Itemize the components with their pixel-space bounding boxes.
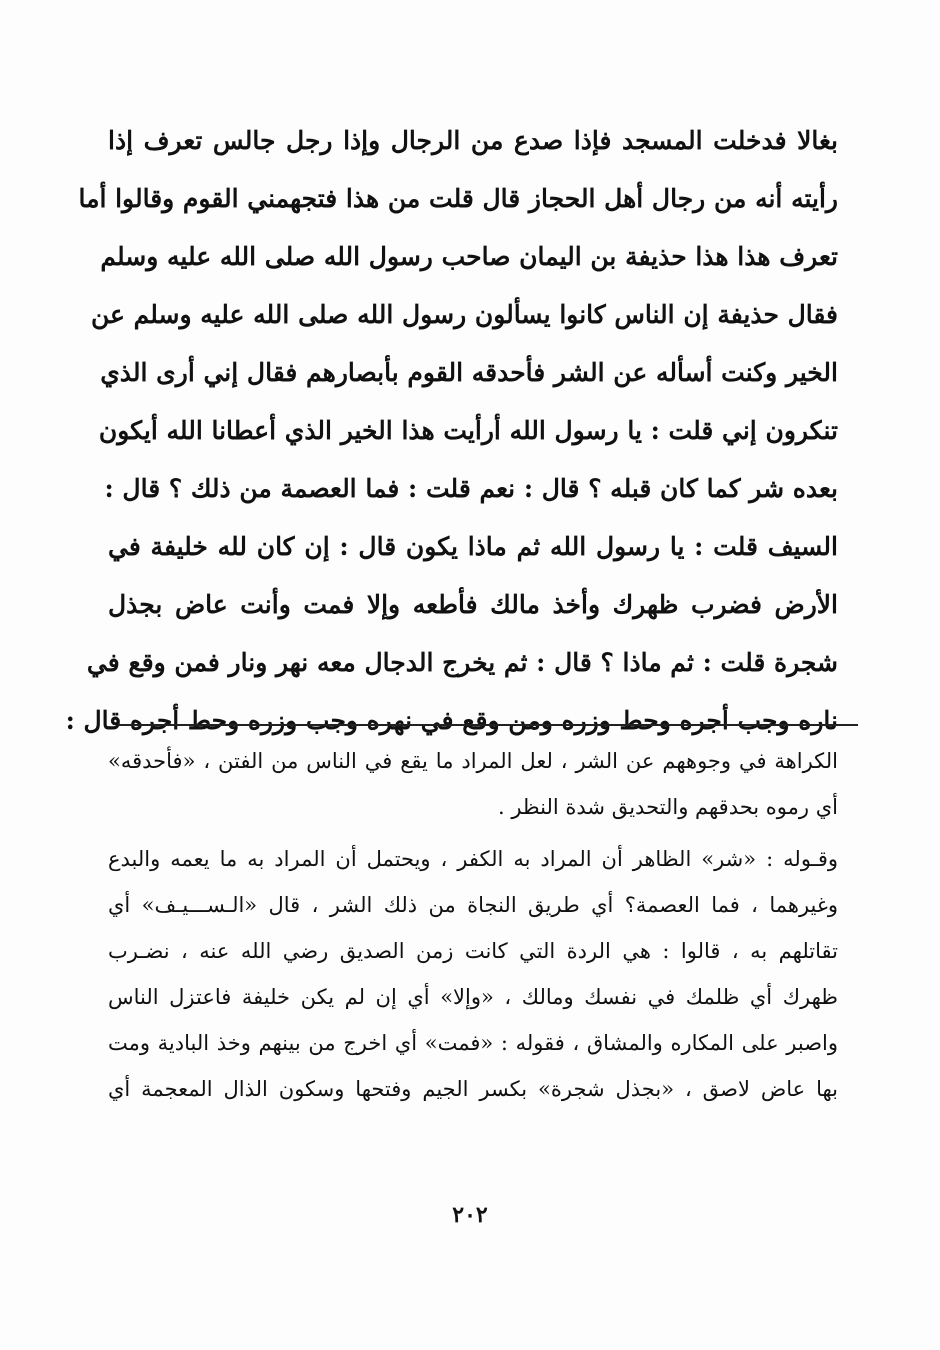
note-line: الكراهة في وجوههم عن الشر ، لعل المراد ما يقع في الناس من الفتن ، «فأحدقه»: [108, 749, 838, 773]
note-line: ظهرك أي ظلمك في نفسك ومالك ، «وإلا» أي إن لم يكن خليفة فاعتزل الناس: [108, 985, 838, 1009]
main-text-line: الأرض فضرب ظهرك وأخذ مالك فأطعه وإلا فمت وأنت عاض بجذل: [108, 590, 838, 619]
main-text-line: رأيته أنه من رجال أهل الحجاز قال قلت من هذا فتجهمني القوم وقالوا أما: [78, 184, 838, 213]
main-text-line: تعرف هذا هذا حذيفة بن اليمان صاحب رسول الله صلى الله عليه وسلم: [100, 242, 838, 271]
page-number: ٢٠٢: [452, 1202, 488, 1228]
note-line: وقـوله : «شر» الظاهر أن المراد به الكفر ، ويحتمل أن المراد به ما يعمه والبدع: [108, 847, 838, 871]
note-line: بها عاض لاصق ، «بجذل شجرة» بكسر الجيم وفتحها وسكون الذال المعجمة أي: [108, 1077, 838, 1101]
main-text-line: الخير وكنت أسأله عن الشر فأحدقه القوم بأبصارهم فقال إني أرى الذي: [100, 358, 838, 387]
main-text-line: السيف قلت : يا رسول الله ثم ماذا يكون قال : إن كان لله خليفة في: [108, 532, 838, 561]
main-text-line: بعده شر كما كان قبله ؟ قال : نعم قلت : فما العصمة من ذلك ؟ قال :: [104, 474, 838, 503]
main-text-line: بغالا فدخلت المسجد فإذا صدع من الرجال وإذا رجل جالس تعرف إذا: [108, 126, 838, 155]
note-paragraph-1: [108, 738, 838, 830]
main-text-line: فقال حذيفة إن الناس كانوا يسألون رسول الله صلى الله عليه وسلم عن: [90, 300, 838, 329]
main-text-line: تنكرون إني قلت : يا رسول الله أرأيت هذا الخير الذي أعطانا الله أيكون: [98, 416, 838, 445]
main-text-line: ناره وجب أجره وحط وزره ومن وقع في نهره وجب وزره وحط أجره قال :: [65, 706, 838, 735]
main-text-line: شجرة قلت : ثم ماذا ؟ قال : ثم يخرج الدجال معه نهر ونار فمن وقع في: [86, 648, 838, 677]
main-hadith-text: [65, 112, 838, 750]
note-line: وغيرهما ، فما العصمة؟ أي طريق النجاة من ذلك الشر ، قال «الـســـيـف» أي: [108, 893, 838, 917]
commentary-notes: [108, 738, 838, 1112]
footnote-divider: [118, 724, 858, 726]
note-line: أي رموه بحدقهم والتحديق شدة النظر .: [497, 795, 838, 819]
note-line: تقاتلهم به ، قالوا : هي الردة التي كانت زمن الصديق رضي الله عنه ، نضـرب: [108, 939, 838, 963]
note-line: واصبر على المكاره والمشاق ، فقوله : «فمت» أي اخرج من بينهم وخذ البادية ومت: [108, 1031, 838, 1055]
note-paragraph-2: [108, 836, 838, 1112]
